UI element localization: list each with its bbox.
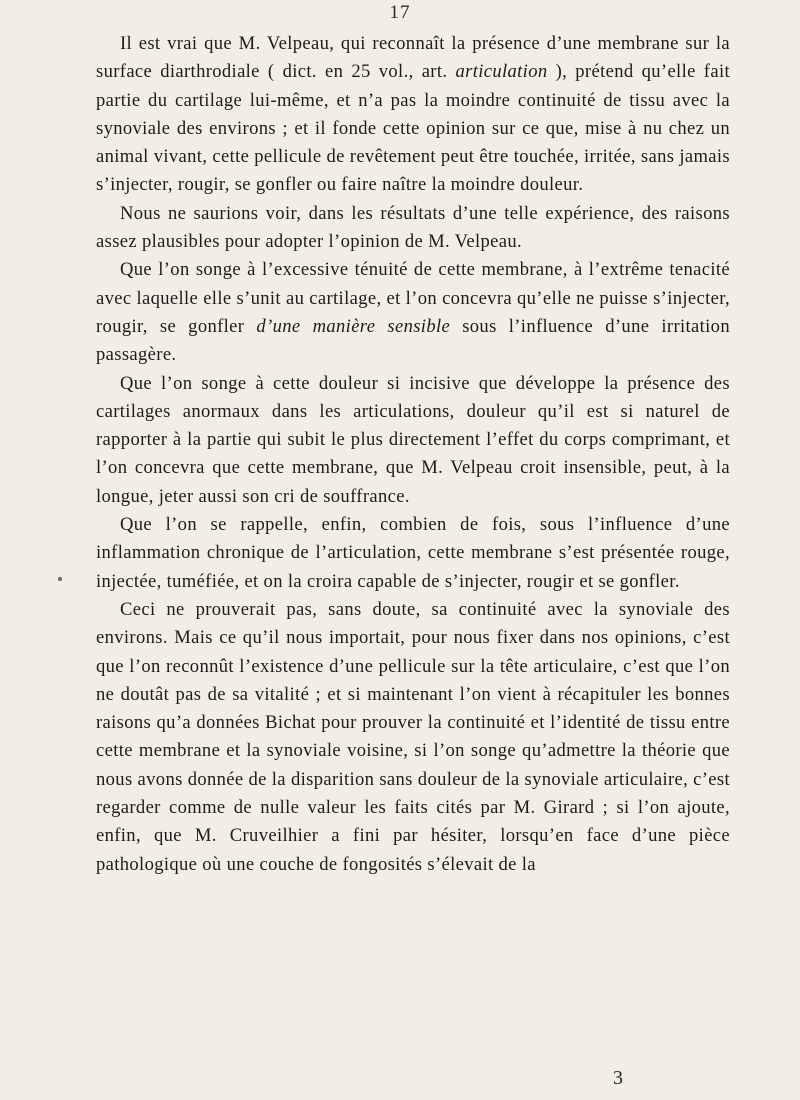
text-run: Il est vrai que M. Velpeau, qui reconnaît la présence d’une membrane sur la surface diarthrodiale ( dict. en 25 vol., art. bbox=[96, 33, 730, 83]
text-run: Que l’on songe à l’excessive ténuité de cette membrane, à l’extrême tenacité avec laquelle elle s’unit au cartilage, et l’on concevra qu’elle ne puisse s’injecter, rougir, se gonfler bbox=[96, 259, 730, 337]
paragraph-3 bbox=[96, 256, 730, 369]
signature-mark: 3 bbox=[613, 1067, 623, 1089]
paragraph-1 bbox=[96, 30, 730, 200]
paragraph-6 bbox=[96, 596, 730, 879]
text-run: Nous ne saurions voir, dans les résultats d’une telle expérience, des raisons assez plausibles pour adopter l’opinion de M. Velpeau. bbox=[96, 202, 730, 253]
italic-text: d’une manière sensible bbox=[256, 315, 451, 337]
ink-speck bbox=[58, 577, 62, 581]
text-run: Que l’on se rappelle, enfin, combien de fois, sous l’influence d’une inflammation chronique de l’articulation, cette membrane s’est présentée rouge, injectée, tuméfiée, et on la croira capable de s’injecter, rougir et se gonfler. bbox=[96, 514, 730, 592]
paragraph-2 bbox=[96, 200, 730, 257]
paragraph-5 bbox=[96, 511, 730, 596]
text-run: ), prétend qu’elle fait partie du cartilage lui-même, et n’a pas la moindre continuité de tissu avec la synoviale des environs ; et il fonde cette opinion sur ce que, mise à nu chez un animal vivant, cette pellicule de revêtement peut être touchée, irritée, sans jamais s’injecter, rougir, se gonfler ou faire naître la moindre douleur. bbox=[96, 61, 730, 196]
text-run: sous l’influence d’une irritation passagère. bbox=[96, 315, 730, 366]
page-number: 17 bbox=[389, 2, 411, 23]
text-run: Que l’on songe à cette douleur si incisive que développe la présence des cartilages anormaux dans les articulations, douleur qu’il est si naturel de rapporter à la partie qui subit le plus directement l’effet du corps comprimant, et l’on concevra que cette membrane, que M. Velpeau croit insensible, peut, à la longue, jeter aussi son cri de souffrance. bbox=[96, 372, 730, 507]
italic-text: articulation bbox=[455, 61, 548, 83]
paragraph-4 bbox=[96, 370, 730, 511]
body-text bbox=[96, 30, 730, 879]
text-run: Ceci ne prouverait pas, sans doute, sa continuité avec la synoviale des environs. Mais ce qu’il nous importait, pour nous fixer dans nos opinions, c’est que l’on reconnût l’existence d’une pellicule sur la tête articulaire, c’est que l’on ne doutât pas de sa vitalité ; et si maintenant l’on vient à récapituler les bonnes raisons qu’a données Bichat pour prouver la continuité et l’identité de tissu entre cette membrane et la synoviale voisine, si l’on songe qu’admettre la théorie que nous avons donnée de la disparition sans douleur de la synoviale articulaire, c’est regarder comme de nulle valeur les faits cités par M. Girard ; si l’on ajoute, enfin, que M. Cruveilhier a fini par hésiter, lorsqu’en face d’une pièce pathologique où une couche de fongosités s’élevait de la bbox=[96, 598, 730, 875]
